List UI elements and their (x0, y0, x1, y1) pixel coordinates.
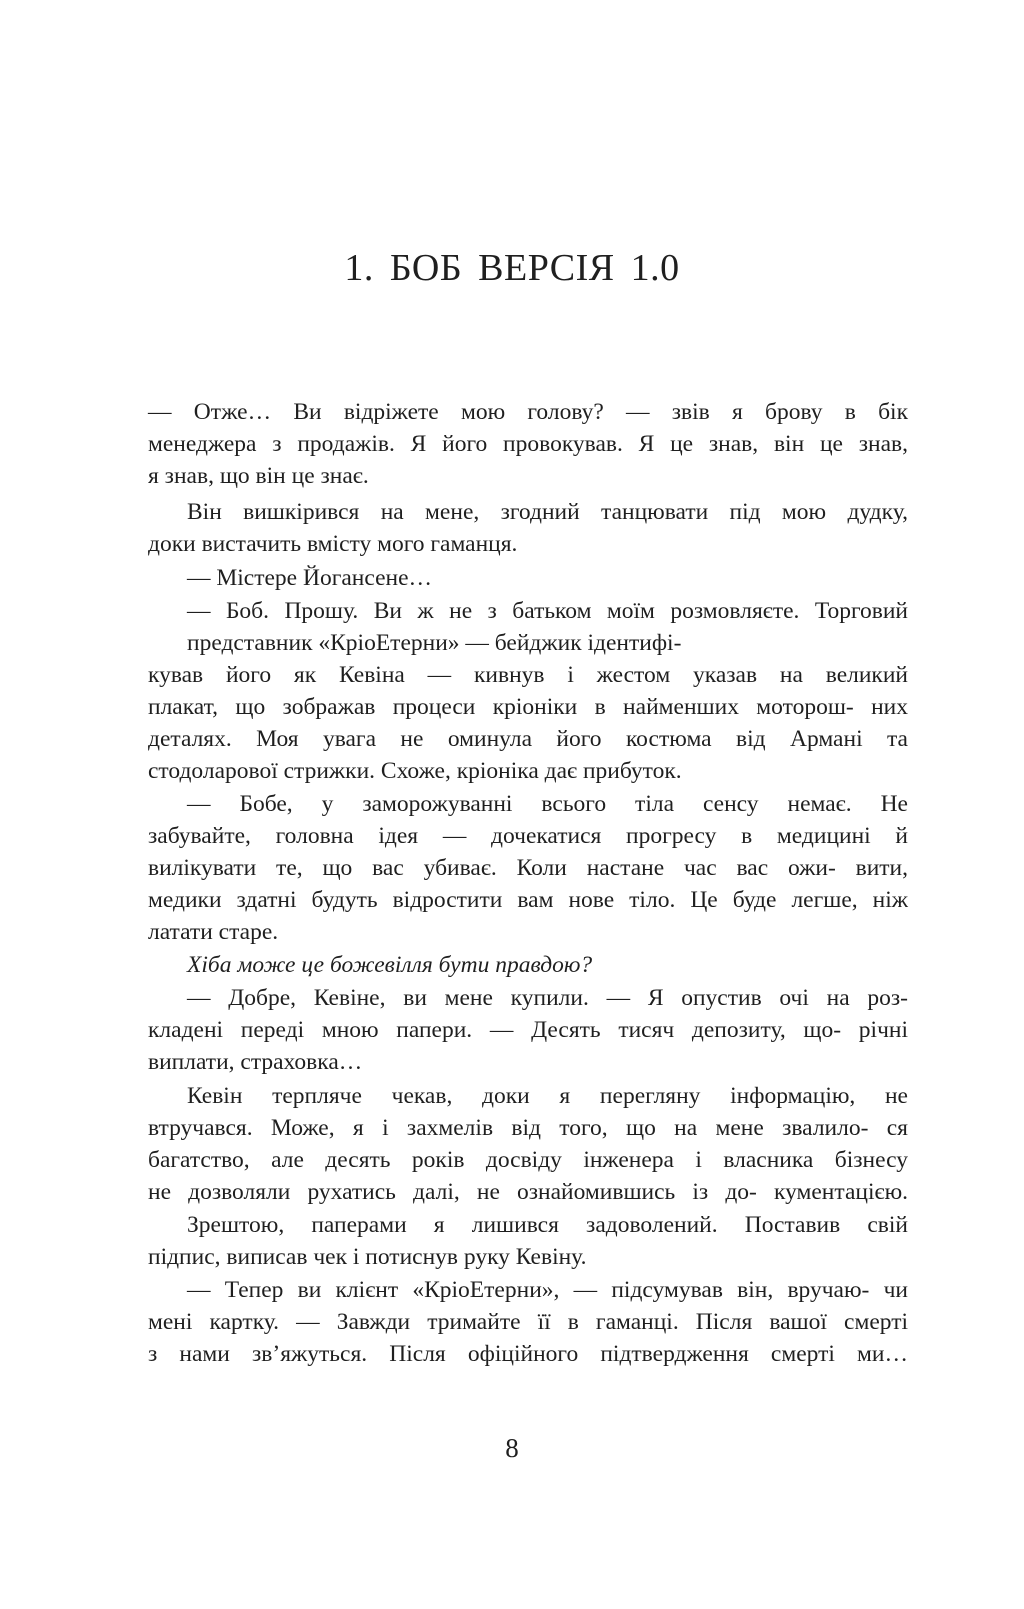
text-line: — Тепер ви клієнт «КріоЕтерни», — підсумував він, вручаю- чи (187, 1277, 908, 1303)
text-line: медики здатні будуть відростити вам нове тіло. Це буде легше, ніж (148, 887, 908, 913)
chapter-title: 1. БОБ ВЕРСІЯ 1.0 (344, 247, 680, 289)
text-line: латати старе. (148, 919, 279, 945)
text-line: — Бобе, у заморожуванні всього тіла сенсу немає. Не (187, 791, 908, 817)
text-line: не дозволяли рухатись далі, не ознайомившись із до- кументацією. (148, 1179, 908, 1205)
text-line: я знав, що він це знає. (148, 463, 369, 489)
text-line: менеджера з продажів. Я його провокував. Я це знав, він це знав, (148, 431, 908, 457)
text-line: деталях. Моя увага не оминула його костюма від Армані та (148, 726, 908, 752)
text-line: — Отже… Ви відріжете мою голову? — звів я брову в бік (148, 399, 908, 425)
text-line: — Боб. Прошу. Ви ж не з батьком моїм розмовляєте. Торговий (187, 598, 908, 624)
text-line: Кевін терпляче чекав, доки я перегляну інформацію, не (187, 1083, 908, 1109)
text-line: вилікувати те, що вас убиває. Коли настане час вас ожи- вити, (148, 855, 908, 881)
text-line: Зрештою, паперами я лишився задоволений. Поставив свій (187, 1212, 908, 1238)
text-line: — Добре, Кевіне, ви мене купили. — Я опустив очі на роз- (187, 985, 908, 1011)
text-line: — Містере Йогансене… (187, 565, 433, 591)
text-line: доки вистачить вмісту мого гаманця. (148, 531, 518, 557)
text-line: багатство, але десять років досвіду інженера і власника бізнесу (148, 1147, 908, 1173)
text-line: забувайте, головна ідея — дочекатися прогресу в медицині й (148, 823, 908, 849)
text-line: мені картку. — Завжди тримайте її в гаманці. Після вашої смерті (148, 1309, 908, 1335)
text-line: підпис, виписав чек і потиснув руку Кевіну. (148, 1244, 587, 1270)
text-line: з нами зв’яжуться. Після офіційного підтвердження смерті ми… (148, 1341, 908, 1367)
text-line: Він вишкірився на мене, згодний танцювати під мою дудку, (187, 499, 908, 525)
text-line: представник «КріоЕтерни» — бейджик ідентифі- (187, 630, 682, 656)
italic-text-line: Хіба може це божевілля бути правдою? (187, 952, 593, 978)
text-line: виплати, страховка… (148, 1049, 363, 1075)
text-line: стодоларової стрижки. Схоже, кріоніка дає прибуток. (148, 758, 682, 784)
text-line: кладені переді мною папери. — Десять тисяч депозиту, що- річні (148, 1017, 908, 1043)
text-line: втручався. Може, я і захмелів від того, що на мене звалило- ся (148, 1115, 908, 1141)
text-line: кував його як Кевіна — кивнув і жестом указав на великий (148, 662, 908, 688)
page-number: 8 (505, 1433, 519, 1463)
text-line: плакат, що зображав процеси кріоніки в найменших моторош- них (148, 694, 908, 720)
